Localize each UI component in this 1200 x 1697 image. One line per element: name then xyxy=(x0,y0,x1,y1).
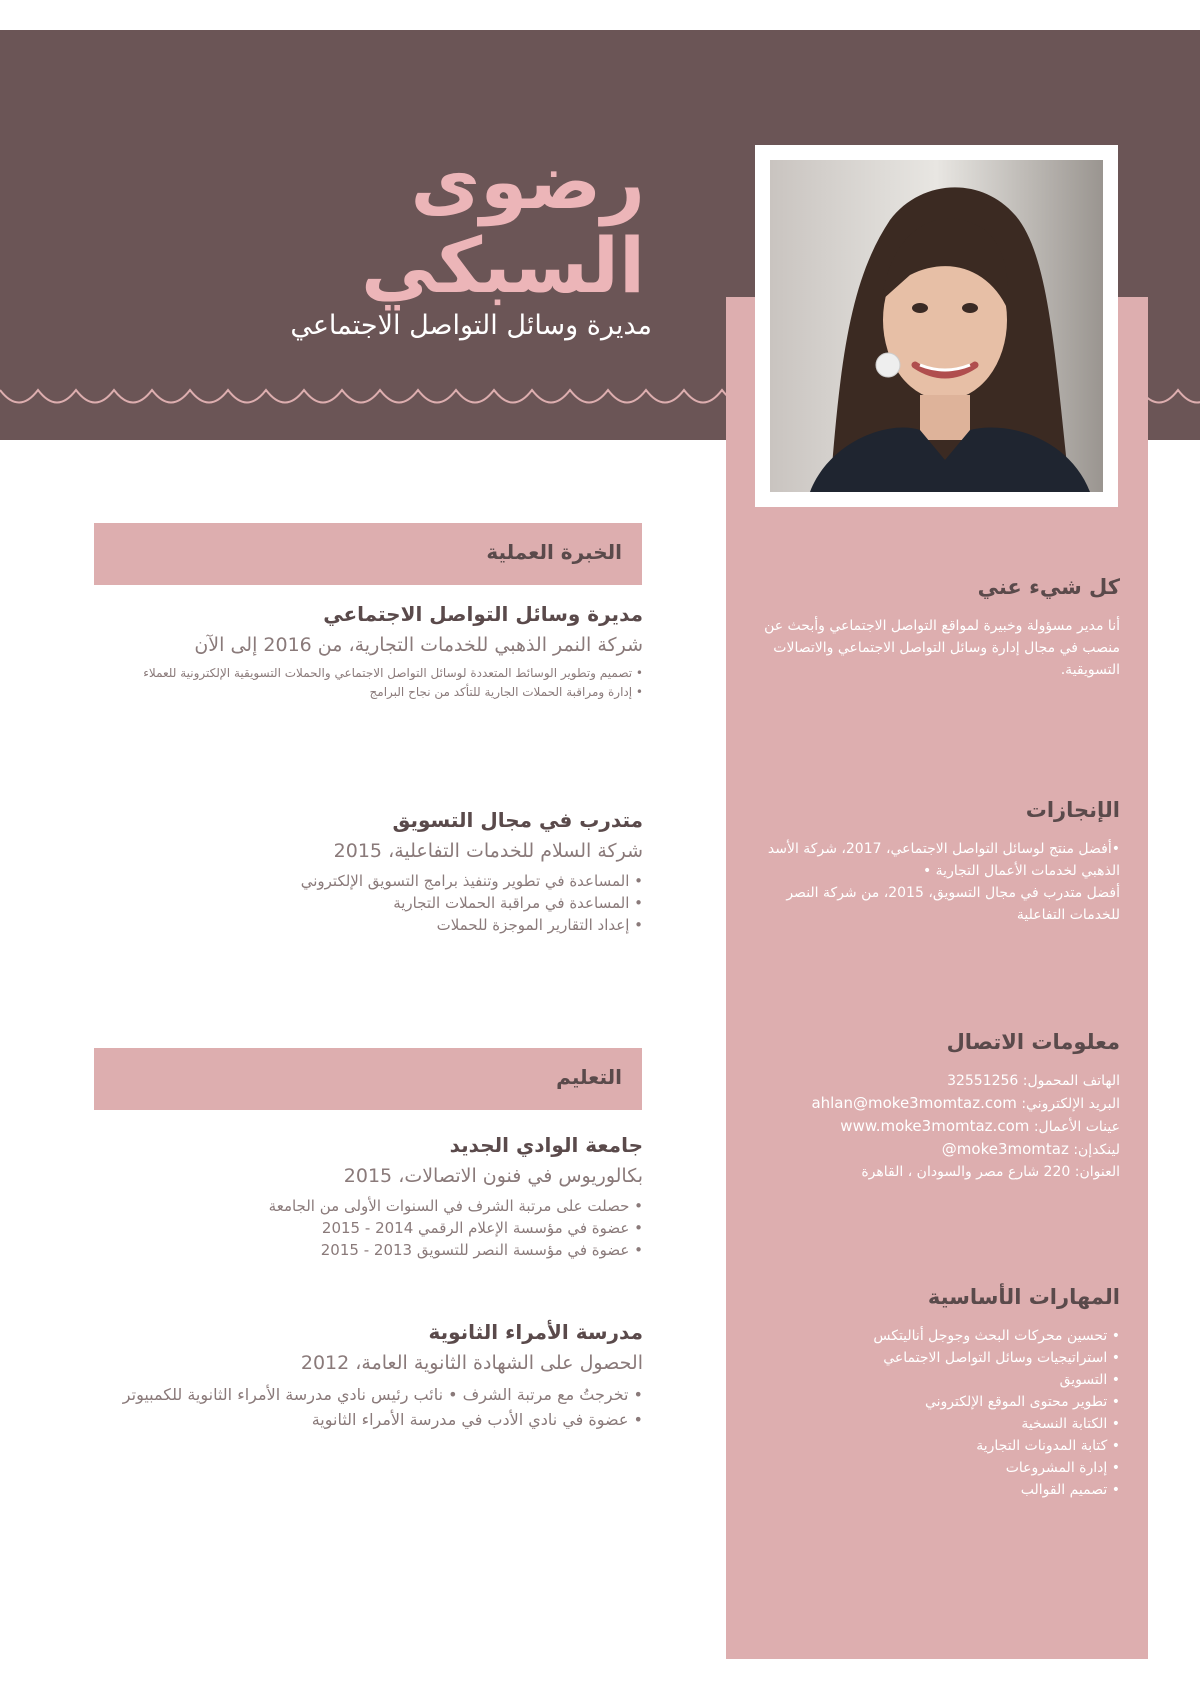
school-degree: بكالوريوس في فنون الاتصالات، 2015 xyxy=(343,1165,643,1187)
school-bullet: • تخرجتُ مع مرتبة الشرف • نائب رئيس نادي مدرسة الأمراء الثانوية للكمبيوتر xyxy=(100,1382,643,1407)
contact-phone xyxy=(740,1070,1120,1092)
email-value[interactable]: ahlan@moke3momtaz.com xyxy=(811,1094,1017,1112)
school-degree: الحصول على الشهادة الثانوية العامة، 2012 xyxy=(300,1352,643,1374)
education-heading-bar xyxy=(94,1048,642,1110)
achievements-section xyxy=(740,798,1120,926)
achievement-item: أفضل متدرب في مجال التسويق، 2015، من شركة النصر للخدمات التفاعلية xyxy=(786,885,1120,923)
job-company: شركة السلام للخدمات التفاعلية، 2015 xyxy=(333,840,643,862)
linkedin-link[interactable]: moke3momtaz@ xyxy=(941,1140,1069,1158)
job-entry xyxy=(100,602,643,702)
experience-heading-bar xyxy=(94,523,642,585)
skill-item: • استراتيجيات وسائل التواصل الاجتماعي xyxy=(740,1347,1120,1369)
address-value: 220 شارع مصر والسودان ، القاهرة xyxy=(861,1164,1071,1180)
job-entry xyxy=(100,808,643,936)
job-bullet: • إدارة ومراقبة الحملات الجارية للتأكد من نجاح البرامج xyxy=(100,683,643,702)
job-title: مديرة وسائل التواصل الاجتماعي xyxy=(323,602,643,626)
skill-item: • تحسين محركات البحث وجوجل أناليتكس xyxy=(740,1325,1120,1347)
job-bullet: • المساعدة في تطوير وتنفيذ برامج التسويق الإلكتروني xyxy=(100,870,643,892)
achievements-heading: الإنجازات xyxy=(1025,798,1120,822)
school-bullet: • عضوة في مؤسسة النصر للتسويق 2013 - 2015 xyxy=(100,1239,643,1261)
name-first: رضوى xyxy=(410,137,645,226)
contact-address xyxy=(740,1161,1120,1183)
linkedin-label: لينكدإن: xyxy=(1073,1142,1120,1158)
photo-frame xyxy=(755,145,1118,507)
name-last: السبكي xyxy=(360,221,645,310)
contact-linkedin xyxy=(740,1138,1120,1161)
job-bullets xyxy=(100,870,643,936)
skill-item: • الكتابة النسخية xyxy=(740,1413,1120,1435)
job-bullets xyxy=(100,664,643,702)
school-entry xyxy=(100,1320,643,1432)
address-label: العنوان: xyxy=(1074,1164,1120,1180)
school-entry xyxy=(100,1133,643,1261)
phone-label: الهاتف المحمول: xyxy=(1022,1073,1120,1089)
job-bullet: • تصميم وتطوير الوسائط المتعددة لوسائل التواصل الاجتماعي والحملات التسويقية الإلكترونية للعملاء xyxy=(100,664,643,683)
school-bullet: • عضوة في نادي الأدب في مدرسة الأمراء الثانوية xyxy=(100,1407,643,1432)
achievement-item: •أفضل منتج لوسائل التواصل الاجتماعي، 2017، شركة الأسد الذهبي لخدمات الأعمال التجارية • xyxy=(767,841,1120,879)
school-bullets xyxy=(100,1382,643,1432)
contact-heading: معلومات الاتصال xyxy=(946,1030,1120,1054)
candidate-name xyxy=(225,137,645,310)
school-bullet: • حصلت على مرتبة الشرف في السنوات الأولى من الجامعة xyxy=(100,1195,643,1217)
skills-list xyxy=(740,1325,1120,1501)
skill-item: • كتابة المدونات التجارية xyxy=(740,1435,1120,1457)
about-heading: كل شيء عني xyxy=(977,575,1120,599)
contact-portfolio xyxy=(740,1115,1120,1138)
skills-section xyxy=(740,1285,1120,1501)
experience-heading: الخبرة العملية xyxy=(486,540,622,564)
portrait-photo xyxy=(770,160,1103,492)
skills-heading: المهارات الأساسية xyxy=(927,1285,1120,1309)
phone-value: 32551256 xyxy=(947,1073,1019,1089)
education-heading: التعليم xyxy=(556,1065,622,1089)
job-title: مديرة وسائل التواصل الاجتماعي xyxy=(290,310,652,341)
about-text: أنا مدير مسؤولة وخبيرة لمواقع التواصل الاجتماعي وأبحث عن منصب في مجال إدارة وسائل التواصل الاجتماعي والاتصالات التسويقية. xyxy=(764,618,1120,678)
job-company: شركة النمر الذهبي للخدمات التجارية، من 2016 إلى الآن xyxy=(194,634,643,656)
skill-item: • إدارة المشروعات xyxy=(740,1457,1120,1479)
skill-item: • التسويق xyxy=(740,1369,1120,1391)
school-name: مدرسة الأمراء الثانوية xyxy=(428,1320,643,1344)
skill-item: • تصميم القوالب xyxy=(740,1479,1120,1501)
portfolio-label: عينات الأعمال: xyxy=(1033,1119,1120,1135)
contact-email xyxy=(740,1092,1120,1115)
contact-section xyxy=(740,1030,1120,1183)
about-section xyxy=(740,575,1120,681)
portfolio-link[interactable]: www.moke3momtaz.com xyxy=(840,1117,1030,1135)
school-bullets xyxy=(100,1195,643,1261)
job-bullet: • إعداد التقارير الموجزة للحملات xyxy=(100,914,643,936)
job-bullet: • المساعدة في مراقبة الحملات التجارية xyxy=(100,892,643,914)
job-title: متدرب في مجال التسويق xyxy=(392,808,643,832)
skill-item: • تطوير محتوى الموقع الإلكتروني xyxy=(740,1391,1120,1413)
email-label: البريد الإلكتروني: xyxy=(1021,1096,1120,1112)
school-name: جامعة الوادي الجديد xyxy=(449,1133,643,1157)
school-bullet: • عضوة في مؤسسة الإعلام الرقمي 2014 - 2015 xyxy=(100,1217,643,1239)
